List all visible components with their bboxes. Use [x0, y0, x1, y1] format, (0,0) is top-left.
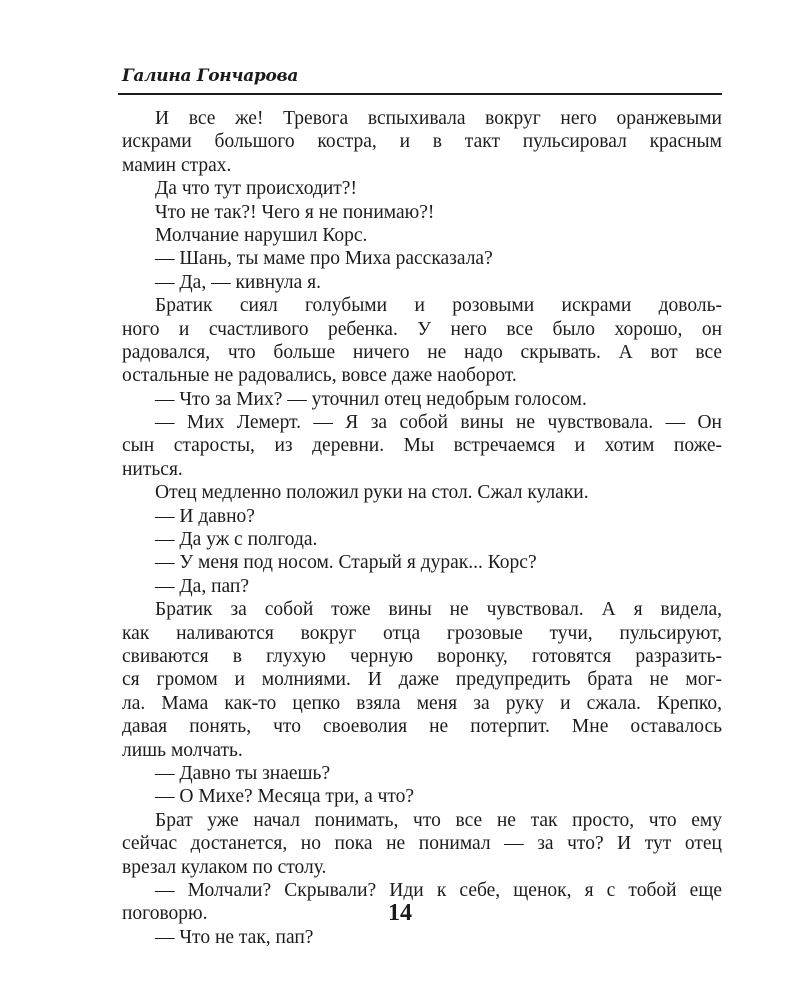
- text-line: ного и счастливого ребенка. У него все было хорошо, он: [122, 318, 722, 340]
- text-line: сейчас достанется, но пока не понимал — за что? И тут отец: [122, 833, 722, 855]
- text-line: — Что не так, пап?: [155, 926, 314, 948]
- header-rule: [118, 93, 722, 95]
- text-line: лишь молчать.: [122, 739, 243, 761]
- page-number: 14: [388, 900, 412, 926]
- text-line: врезал кулаком по столу.: [122, 856, 327, 878]
- text-line: — Шань, ты маме про Миха рассказала?: [155, 248, 493, 270]
- text-line: — Молчали? Скрывали? Иди к себе, щенок, я с тобой еще: [155, 879, 722, 901]
- text-line: ся громом и молниями. И даже предупредить брата не мог-: [122, 669, 722, 691]
- text-line: И все же! Тревога вспыхивала вокруг него оранжевыми: [155, 108, 722, 129]
- text-line: — Да, пап?: [155, 575, 250, 597]
- text-line: Что не так?! Чего я не понимаю?!: [155, 201, 435, 223]
- text-line: ла. Мама как-то цепко взяла меня за руку и сжала. Крепко,: [122, 692, 722, 714]
- text-line: остальные не радовались, вовсе даже наоборот.: [122, 365, 517, 387]
- text-line: — Давно ты знаешь?: [155, 762, 331, 784]
- body-text: [122, 107, 722, 949]
- text-line: — Что за Мих? — уточнил отец недобрым голосом.: [155, 388, 587, 410]
- text-line: Молчание нарушил Корс.: [155, 224, 368, 246]
- text-line: — У меня под носом. Старый я дурак... Корс?: [155, 552, 537, 574]
- text-line: мамин страх.: [122, 154, 232, 176]
- text-line: искрами большого костра, и в такт пульсировал красным: [122, 131, 722, 153]
- text-line: Братик сиял голубыми и розовыми искрами доволь-: [155, 295, 722, 317]
- text-line: Брат уже начал понимать, что все не так просто, что ему: [155, 809, 722, 831]
- text-line: сын старосты, из деревни. Мы встречаемся и хотим поже-: [122, 435, 722, 457]
- text-line: — Да, — кивнула я.: [155, 271, 322, 293]
- text-line: — Да уж с полгода.: [155, 529, 318, 551]
- text-line: ниться.: [122, 458, 183, 480]
- text-line: — Мих Лемерт. — Я за собой вины не чувствовала. — Он: [155, 412, 722, 434]
- text-line: поговорю.: [122, 903, 208, 925]
- text-line: свиваются в глухую черную воронку, готовятся разразить-: [122, 645, 722, 667]
- text-line: — О Михе? Месяца три, а что?: [155, 786, 415, 808]
- text-line: давая понять, что своеволия не потерпит. Мне оставалось: [122, 716, 722, 738]
- text-line: радовался, что больше ничего не надо скрывать. А вот все: [122, 341, 722, 363]
- text-line: — И давно?: [155, 505, 255, 527]
- text-line: Братик за собой тоже вины не чувствовал. А я видела,: [155, 599, 722, 621]
- text-line: Отец медленно положил руки на стол. Сжал кулаки.: [155, 482, 589, 504]
- text-line: Да что тут происходит?!: [155, 178, 357, 200]
- text-line: как наливаются вокруг отца грозовые тучи, пульсируют,: [122, 622, 722, 644]
- running-header-author: Галина Гончарова: [122, 66, 299, 86]
